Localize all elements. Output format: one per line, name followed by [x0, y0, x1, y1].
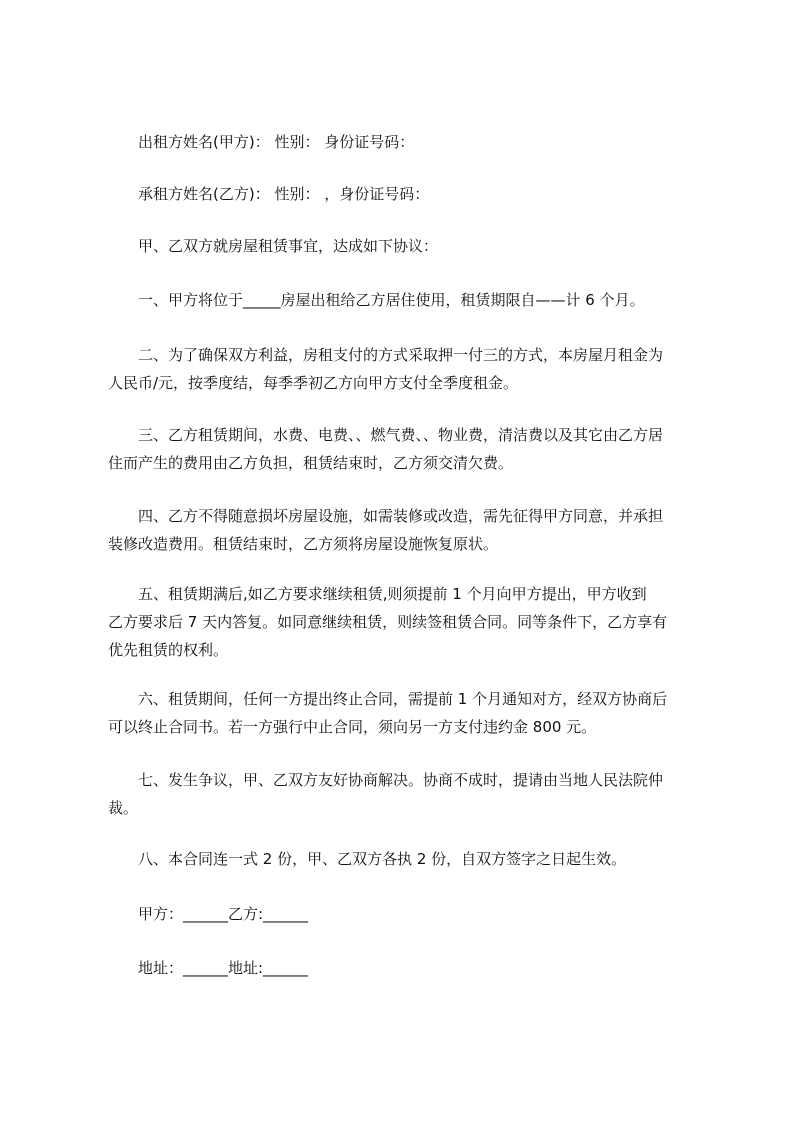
signature-party-line: 甲方：______乙方:______ [138, 905, 309, 923]
clause-5-line-1: 五、租赁期满后,如乙方要求继续租赁,则须提前 1 个月向甲方提出，甲方收到 [138, 585, 647, 603]
clause-3-line-1: 三、乙方租赁期间，水费、电费、、燃气费、、物业费，清洁费以及其它由乙方居 [138, 426, 664, 444]
clause-4-line-2: 装修改造费用。租赁结束时，乙方须将房屋设施恢复原状。 [108, 535, 499, 553]
clause-1 [108, 286, 708, 314]
clause-2-line-2: 人民币/元，按季度结，每季季初乙方向甲方支付全季度租金。 [108, 374, 519, 392]
clause-7 [108, 766, 708, 822]
clause-3 [108, 421, 708, 477]
clause-1-line-1: 一、甲方将位于_____房屋出租给乙方居住使用，租赁期限自——计 6 个月。 [138, 291, 645, 309]
clause-2 [108, 341, 708, 397]
clause-6 [108, 685, 708, 741]
clause-3-line-2: 住而产生的费用由乙方负担，租赁结束时，乙方须交清欠费。 [108, 454, 514, 472]
clause-6-line-1: 六、租赁期间，任何一方提出终止合同，需提前 1 个月通知对方，经双方协商后 [138, 690, 668, 708]
clause-8-line-1: 八、本合同连一式 2 份，甲、乙双方各执 2 份，自双方签字之日起生效。 [138, 850, 627, 868]
clause-7-line-2: 裁。 [108, 799, 139, 817]
clause-4 [108, 502, 708, 558]
signature-address-line: 地址：______地址:______ [138, 959, 309, 977]
clause-4-line-1: 四、乙方不得随意损坏房屋设施，如需装修或改造，需先征得甲方同意，并承担 [138, 507, 664, 525]
clause-7-line-1: 七、发生争议，甲、乙双方友好协商解决。协商不成时，提请由当地人民法院仲 [138, 771, 664, 789]
clause-5-line-3: 优先租赁的权利。 [108, 641, 229, 659]
clause-2-line-1: 二、为了确保双方利益，房租支付的方式采取押一付三的方式，本房屋月租金为 [138, 346, 664, 364]
lessor-info-line: 出租方姓名(甲方)： 性别： 身份证号码： [138, 133, 415, 151]
clause-5-line-2: 乙方要求后 7 天内答复。如同意继续租赁，则续签租赁合同。同等条件下，乙方享有 [108, 613, 668, 631]
agreement-intro: 甲、乙双方就房屋租赁事宜，达成如下协议： [138, 237, 439, 255]
clause-6-line-2: 可以终止合同书。若一方强行中止合同，须向另一方支付违约金 800 元。 [108, 718, 597, 736]
clause-8 [108, 845, 708, 873]
clause-5 [108, 580, 708, 664]
lessee-info-line: 承租方姓名(乙方)： 性别： ，身份证号码： [138, 185, 430, 203]
